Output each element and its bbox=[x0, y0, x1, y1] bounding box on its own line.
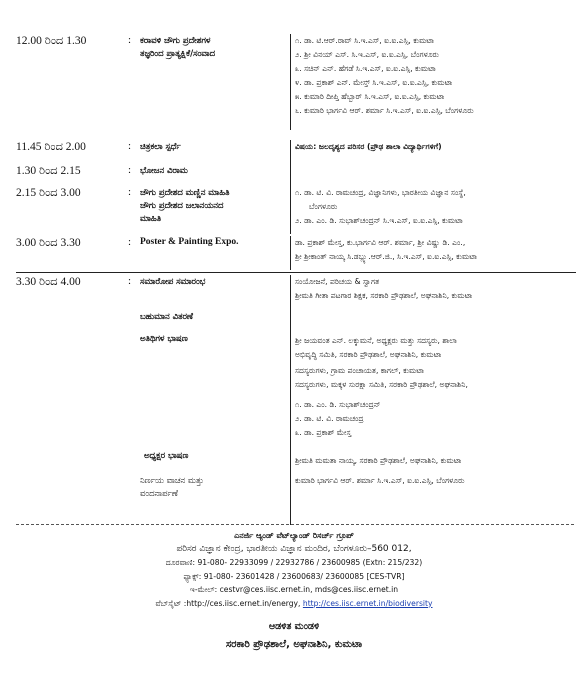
column-divider bbox=[290, 186, 291, 234]
event-line: Poster & Painting Expo. bbox=[140, 237, 239, 247]
governing-body: ಆಡಳಿತ ಮಂಡಳಿ bbox=[268, 621, 320, 632]
speaker-item: ೪. ಡಾ. ಪ್ರಕಾಶ್ ಎನ್. ಮೇಸ್ತ್ ಸಿ.ಇ.ಎಸ್, ಐ.ಐ.ಎಸ್ಸಿ, ಕುಮಟಾ bbox=[295, 78, 453, 87]
event-line: ಜೌಗು ಪ್ರದೇಶದ ಜಲಾನಯನದ bbox=[140, 200, 224, 210]
website-prefix: ವೆಬ್‌ಸೈಟ್ :http://ces.iisc.ernet.in/energy, bbox=[155, 598, 301, 608]
colon: : bbox=[128, 34, 132, 46]
president-speech-label: ಅಧ್ಯಕ್ಷರ ಭಾಷಣ bbox=[144, 450, 189, 460]
guest-speech-label: ಅತಿಥಿಗಳ ಭಾಷಣ bbox=[140, 333, 188, 343]
speaker-list bbox=[295, 236, 576, 264]
website-link[interactable]: http://ces.iisc.ernet.in/biodiversity bbox=[302, 598, 433, 608]
colon: : bbox=[128, 164, 132, 176]
schedule-row bbox=[16, 34, 576, 130]
speaker-item: ೧. ಡಾ. ಟಿ.ಆರ್.ರಾವ್ ಸಿ.ಇ.ಎಸ್, ಐ.ಐ.ಎಸ್ಸಿ, ಕುಮಟಾ bbox=[295, 36, 434, 45]
speaker-item: ೫. ಕುಮಾರಿ ದೀಪ್ತಿ ಹೆಬ್ಬಾರ್ ಸಿ.ಇ.ಎಸ್, ಐ.ಐ.ಎಸ್ಸಿ, ಕುಮಟಾ bbox=[295, 92, 445, 101]
time-slot: 11.45 ರಿಂದ 2.00 bbox=[16, 141, 86, 153]
fax: ಫ್ಯಾಕ್ಸ್: 91-080- 23601428 / 23600683/ 23600085 [CES-TVR] bbox=[183, 571, 405, 581]
time-slot: 12.00 ರಿಂದ 1.30 bbox=[16, 35, 87, 47]
colon: : bbox=[128, 236, 132, 248]
schedule-row bbox=[16, 186, 576, 234]
president-name: ಶ್ರೀಮತಿ ಮಮತಾ ನಾಯ್ಕ, ಸರಕಾರಿ ಪ್ರೌಢಶಾಲೆ, ಅಘನಾಶಿನಿ, ಕುಮಟಾ bbox=[295, 456, 462, 465]
schedule-row bbox=[16, 164, 576, 186]
guest-item: ೧. ಡಾ. ಎಂ. ಡಿ. ಸುಭಾಶ್‌ಚಂದ್ರನ್ bbox=[295, 400, 381, 409]
schedule-row bbox=[16, 140, 576, 164]
school-name: ಸರಕಾರಿ ಪ್ರೌಢಶಾಲೆ, ಅಘನಾಶಿನಿ, ಕುಮಟಾ bbox=[225, 638, 363, 650]
guest-item: ಶ್ರೀ ಜಯವಂತ ಎನ್. ಲಕ್ಕುಮನೆ, ಅಧ್ಯಕ್ಷರು ಮತ್ತು ಸದಸ್ಯರು, ಶಾಲಾ bbox=[295, 336, 457, 345]
column-divider bbox=[290, 164, 291, 186]
time-slot: 3.00 ರಿಂದ 3.30 bbox=[16, 237, 81, 249]
website bbox=[0, 597, 588, 611]
address: ಪರಿಸರ ವಿಜ್ಞಾನ ಕೇಂದ್ರ, ಭಾರತೀಯ ವಿಜ್ಞಾನ ಮಂದಿರ, ಬೆಂಗಳೂರು–560 012, bbox=[176, 543, 412, 554]
speaker-item: ಸಂಯೋಜನೆ, ಪರಿಚಯ & ಸ್ವಾಗತ bbox=[295, 277, 380, 286]
resolution-speaker: ಕುಮಾರಿ ಭಾರ್ಗವಿ ಆರ್. ಶರ್ಮಾ ಸಿ.ಇ.ಎಸ್, ಐ.ಐ.ಎಸ್ಸಿ, ಬೆಂಗಳೂರು bbox=[295, 476, 465, 485]
speaker-item: ಬೆಂಗಳೂರು bbox=[309, 202, 338, 211]
org-name: ಎನರ್ಜಿ ಆ್ಯಂಡ್ ವೆಟ್‌ಲ್ಯಾಂಡ್ ರಿಸರ್ಚ್ ಗ್ರೂಪ್ bbox=[234, 531, 354, 540]
speaker-list bbox=[295, 275, 576, 488]
speaker-item: ೩. ಸಚಿನ್ ಎನ್. ಹೆಗಡೆ ಸಿ.ಇ.ಎಸ್, ಐ.ಐ.ಎಸ್ಸಿ, ಕುಮಟಾ bbox=[295, 64, 436, 73]
column-divider bbox=[290, 34, 291, 130]
event-title bbox=[138, 236, 286, 249]
colon: : bbox=[128, 275, 132, 287]
schedule-row bbox=[16, 236, 576, 270]
speaker-list bbox=[295, 34, 576, 118]
topic-text: ವಿಷಯ: ಜಲದೃಶ್ಯದ ಪರಿಸರ (ಪ್ರೌಢ ಶಾಲಾ ವಿದ್ಯಾರ್ಥಿಗಳಿಗೆ) bbox=[295, 142, 442, 151]
dashed-divider bbox=[16, 524, 574, 525]
column-divider bbox=[290, 140, 291, 164]
speaker-item: ೬. ಕುಮಾರಿ ಭಾರ್ಗವಿ ಆರ್. ಶರ್ಮಾ ಸಿ.ಇ.ಎಸ್, ಐ.ಐ.ಎಸ್ಸಿ, ಬೆಂಗಳೂರು bbox=[295, 106, 474, 115]
resolution-label: ನಿರ್ಣಯ ವಾಚನ ಮತ್ತು bbox=[140, 475, 204, 485]
column-divider bbox=[290, 275, 291, 525]
colon: : bbox=[128, 140, 132, 152]
event-line: ಜೌಗು ಪ್ರದೇಶದ ಮಣ್ಣಿನ ಮಾಹಿತಿ bbox=[140, 187, 230, 197]
schedule-table bbox=[16, 34, 576, 525]
guest-item: ೩. ಡಾ. ಪ್ರಕಾಶ್ ಮೇಸ್ತ bbox=[295, 428, 352, 437]
time-slot: 3.30 ರಿಂದ 4.00 bbox=[16, 276, 81, 288]
speaker-item: ೧. ಡಾ. ಟಿ. ವಿ. ರಾಮಚಂದ್ರ, ವಿಜ್ಞಾನಿಗಳು, ಭಾರತೀಯ ವಿಜ್ಞಾನ ಸಂಸ್ಥೆ, bbox=[295, 188, 466, 197]
speaker-item: ೨. ಶ್ರೀ ವಿನಯ್ ಎಸ್. ಸಿ.ಇ.ಎಸ್, ಐ.ಐ.ಎಸ್ಸಿ, ಬೆಂಗಳೂರು bbox=[295, 50, 439, 59]
footer bbox=[0, 529, 588, 651]
column-divider bbox=[290, 236, 291, 270]
horizontal-rule bbox=[16, 272, 576, 273]
speaker-item: ಡಾ. ಪ್ರಕಾಶ್ ಮೇಸ್ತ, ಕು.ಭಾರ್ಗವಿ ಆರ್. ಶರ್ಮಾ, ಶ್ರೀ ವಿಷ್ಣು ಡಿ. ಎಂ., bbox=[295, 238, 466, 247]
speaker-list bbox=[295, 186, 576, 228]
event-title bbox=[138, 34, 286, 60]
resolution-label: ವಂದನಾರ್ಪಣೆ bbox=[140, 488, 178, 498]
speaker-item: ೨. ಡಾ. ಎಂ. ಡಿ. ಸುಭಾಶ್‌ಚಂದ್ರನ್ ಸಿ.ಇ.ಎಸ್, ಐ.ಐ.ಎಸ್ಸಿ, ಕುಮಟಾ bbox=[295, 216, 463, 225]
phone: ದೂರವಾಣಿ: 91-080- 22933099 / 22932786 / 23600985 (Extn: 215/232) bbox=[165, 558, 423, 567]
guest-item: ಸದಸ್ಯರುಗಳು, ಗ್ರಾಮ ಪಂಚಾಯತ, ಕಾಗಲ್, ಕುಮಟಾ bbox=[295, 366, 424, 375]
email: ಇ-ಮೇಲ್: cestvr@ces.iisc.ernet.in, mds@ces.iisc.ernet.in bbox=[189, 585, 399, 594]
guest-item: ೨. ಡಾ. ಟಿ. ವಿ. ರಾಮಚಂದ್ರ bbox=[295, 414, 364, 423]
guest-item: ಸದಸ್ಯರುಗಳು, ಮಕ್ಕಳ ಸುರಕ್ಷಾ ಸಮಿತಿ, ಸರಕಾರಿ ಪ್ರೌಢಶಾಲೆ, ಅಘನಾಶಿನಿ, bbox=[295, 380, 468, 389]
event-line: ಕರಾವಳಿ ಜೌಗು ಪ್ರದೇಶಗಳ bbox=[140, 35, 211, 45]
event-line: ತಜ್ಞರಿಂದ ಪ್ರಾತ್ಯಕ್ಷಿಕೆ/ಸಂವಾದ bbox=[140, 48, 216, 58]
time-slot: 1.30 ರಿಂದ 2.15 bbox=[16, 165, 81, 177]
event-line: ಭೋಜನ ವಿರಾಮ bbox=[140, 165, 188, 175]
time-slot: 2.15 ರಿಂದ 3.00 bbox=[16, 187, 81, 199]
speaker-item: ಶ್ರೀಮತಿ ಗೀತಾ ಪಟಗಾರ ಶಿಕ್ಷಕ, ಸರಕಾರಿ ಪ್ರೌಢಶಾಲೆ, ಅಘನಾಶಿನಿ, ಕುಮಟಾ bbox=[295, 291, 473, 300]
speaker-list bbox=[295, 140, 576, 154]
event-title bbox=[138, 186, 286, 225]
event-title bbox=[138, 164, 286, 177]
award-label: ಬಹುಮಾನ ವಿತರಣೆ bbox=[140, 311, 193, 321]
event-line: ಚಿತ್ರಕಲಾ ಸ್ಪರ್ಧೆ bbox=[140, 141, 181, 151]
event-title bbox=[138, 140, 286, 153]
schedule-row bbox=[16, 275, 576, 525]
event-line: ಮಾಹಿತಿ bbox=[140, 213, 162, 223]
colon: : bbox=[128, 186, 132, 198]
speaker-item: ಶ್ರೀ ಶ್ರೀಕಾಂತ್ ನಾಯ್ಕ ಸಿ.ಡಬ್ಲ್ಯು.ಆರ್.ಜಿ., ಸಿ.ಇ.ಎಸ್, ಐ.ಐ.ಎಸ್ಸಿ, ಕುಮಟಾ bbox=[295, 252, 477, 261]
event-title bbox=[138, 275, 286, 500]
guest-item: ಅಭಿವೃದ್ಧಿ ಸಮಿತಿ, ಸರಕಾರಿ ಪ್ರೌಢಶಾಲೆ, ಅಘನಾಶಿನಿ, ಕುಮಟಾ bbox=[295, 350, 442, 359]
event-line: ಸಮಾರೋಪ ಸಮಾರಂಭ bbox=[140, 276, 206, 286]
